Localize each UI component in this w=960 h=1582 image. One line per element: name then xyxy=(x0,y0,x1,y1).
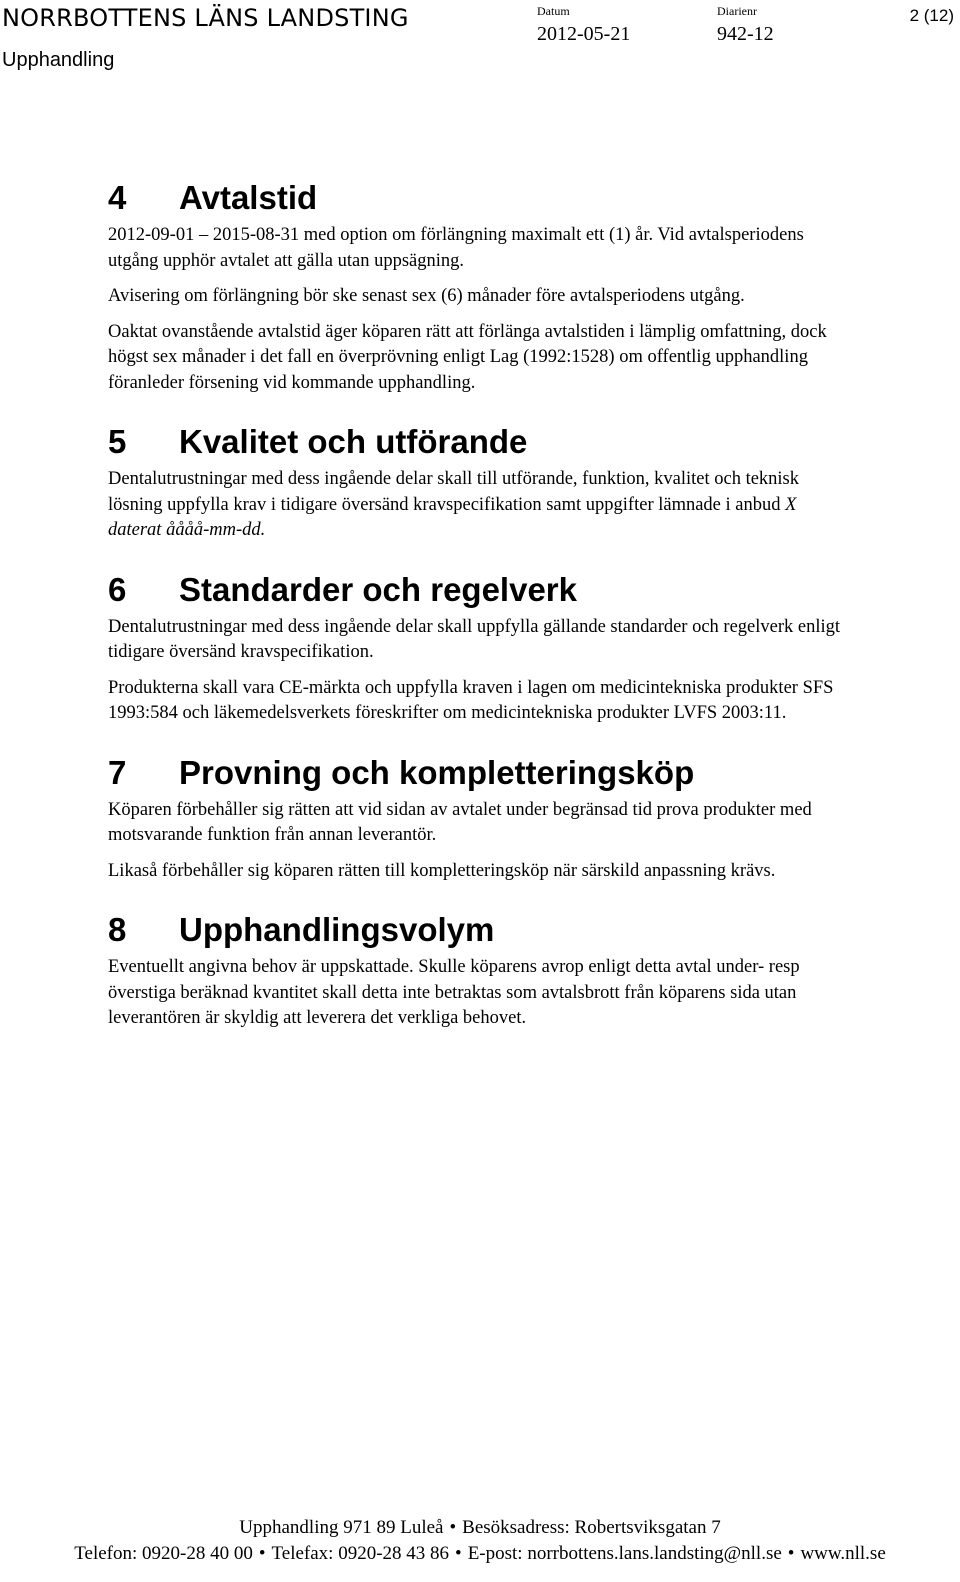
paragraph: Produkterna skall vara CE-märkta och uppfylla kraven i lagen om medicintekniska produkter SFS 1993:584 och läkemedelsverkets föreskrifter om medicintekniska produkter LVFS 2003:11. xyxy=(108,677,834,723)
paragraph: Köparen förbehåller sig rätten att vid sidan av avtalet under begränsad tid prova produkter med motsvarande funktion från annan leverantör. xyxy=(108,799,812,845)
diary-number: 942-12 xyxy=(717,23,774,45)
section-number: 4 xyxy=(108,179,127,216)
bullet-separator: • xyxy=(449,1517,457,1538)
paragraph: Likaså förbehåller sig köparen rätten till kompletteringsköp när särskild anpassning krävs. xyxy=(108,860,776,881)
paragraph-text: Dentalutrustningar med dess ingående delar skall till utförande, funktion, kvalitet och teknisk lösning uppfylla krav i tidigare översänd kravspecifikation samt uppgifter lämnade i anbud xyxy=(108,469,800,515)
section-avtalstid xyxy=(108,176,848,396)
section-provning xyxy=(108,751,848,885)
paragraph xyxy=(108,467,848,544)
section-standarder xyxy=(108,568,848,727)
section-heading xyxy=(108,568,848,612)
footer-contact-line xyxy=(0,1543,960,1565)
paragraph: Eventuellt angivna behov är uppskattade. Skulle köparens avrop enligt detta avtal under- resp överstiga beräknad kvantitet skall detta inte betraktas som avtalsbrott från köparens sida utan leverantören är skyldig att leverera det verkliga behovet. xyxy=(108,957,800,1028)
diary-label: Diarienr xyxy=(717,4,757,18)
footer-visiting-address: Besöksadress: Robertsviksgatan 7 xyxy=(462,1517,721,1538)
section-kvalitet xyxy=(108,420,848,544)
page-number: 2 (12) xyxy=(909,6,954,25)
section-title: Avtalstid xyxy=(179,179,318,216)
footer-postal-address: Upphandling 971 89 Luleå xyxy=(239,1517,444,1538)
section-number: 5 xyxy=(108,423,127,460)
footer-fax: Telefax: 0920-28 43 86 xyxy=(271,1543,450,1564)
section-heading xyxy=(108,420,848,464)
bullet-separator: • xyxy=(787,1543,795,1564)
department-name: Upphandling xyxy=(2,49,115,71)
page-header xyxy=(0,0,960,80)
section-upphandlingsvolym xyxy=(108,908,848,1032)
section-number: 8 xyxy=(108,911,127,948)
footer-address-line xyxy=(0,1517,960,1539)
paragraph: Dentalutrustningar med dess ingående delar skall uppfylla gällande standarder och regelverk enligt tidigare översänd kravspecifikation. xyxy=(108,616,841,662)
date-label: Datum xyxy=(537,4,570,18)
bullet-separator: • xyxy=(455,1543,462,1564)
section-heading xyxy=(108,751,848,795)
footer-email[interactable]: E-post: norrbottens.lans.landsting@nll.se xyxy=(467,1543,782,1564)
paragraph: Avisering om förlängning bör ske senast sex (6) månader före avtalsperiodens utgång. xyxy=(108,286,745,306)
section-number: 7 xyxy=(108,753,127,791)
section-heading xyxy=(108,176,848,220)
section-heading xyxy=(108,908,848,952)
bullet-separator: • xyxy=(258,1543,266,1564)
paragraph: Oaktat ovanstående avtalstid äger köparen rätt att förlänga avtalstiden i lämplig omfattning, dock högst sex månader i det fall en överprövning enligt Lag (1992:1528) om offentlig upphandling föranleder försening vid kommande upphandling. xyxy=(108,321,827,393)
footer-website[interactable]: www.nll.se xyxy=(800,1543,886,1564)
paragraph: 2012-09-01 – 2015-08-31 med option om förlängning maximalt ett (1) år. Vid avtalsperiodens utgång upphör avtalet att gälla utan uppsägning. xyxy=(108,225,804,271)
section-title: Upphandlingsvolym xyxy=(179,911,495,948)
document-body xyxy=(108,176,848,1032)
section-title: Standarder och regelverk xyxy=(179,570,577,608)
footer-phone: Telefon: 0920-28 40 00 xyxy=(74,1543,253,1564)
section-title: Kvalitet och utförande xyxy=(179,423,528,460)
section-number: 6 xyxy=(108,570,127,608)
section-title: Provning och kompletteringsköp xyxy=(179,753,695,791)
date-value: 2012-05-21 xyxy=(537,23,631,45)
organization-name: NORRBOTTENS LÄNS LANDSTING xyxy=(2,4,409,32)
paragraph-italic-text: X daterat åååå-mm-dd. xyxy=(108,494,797,540)
